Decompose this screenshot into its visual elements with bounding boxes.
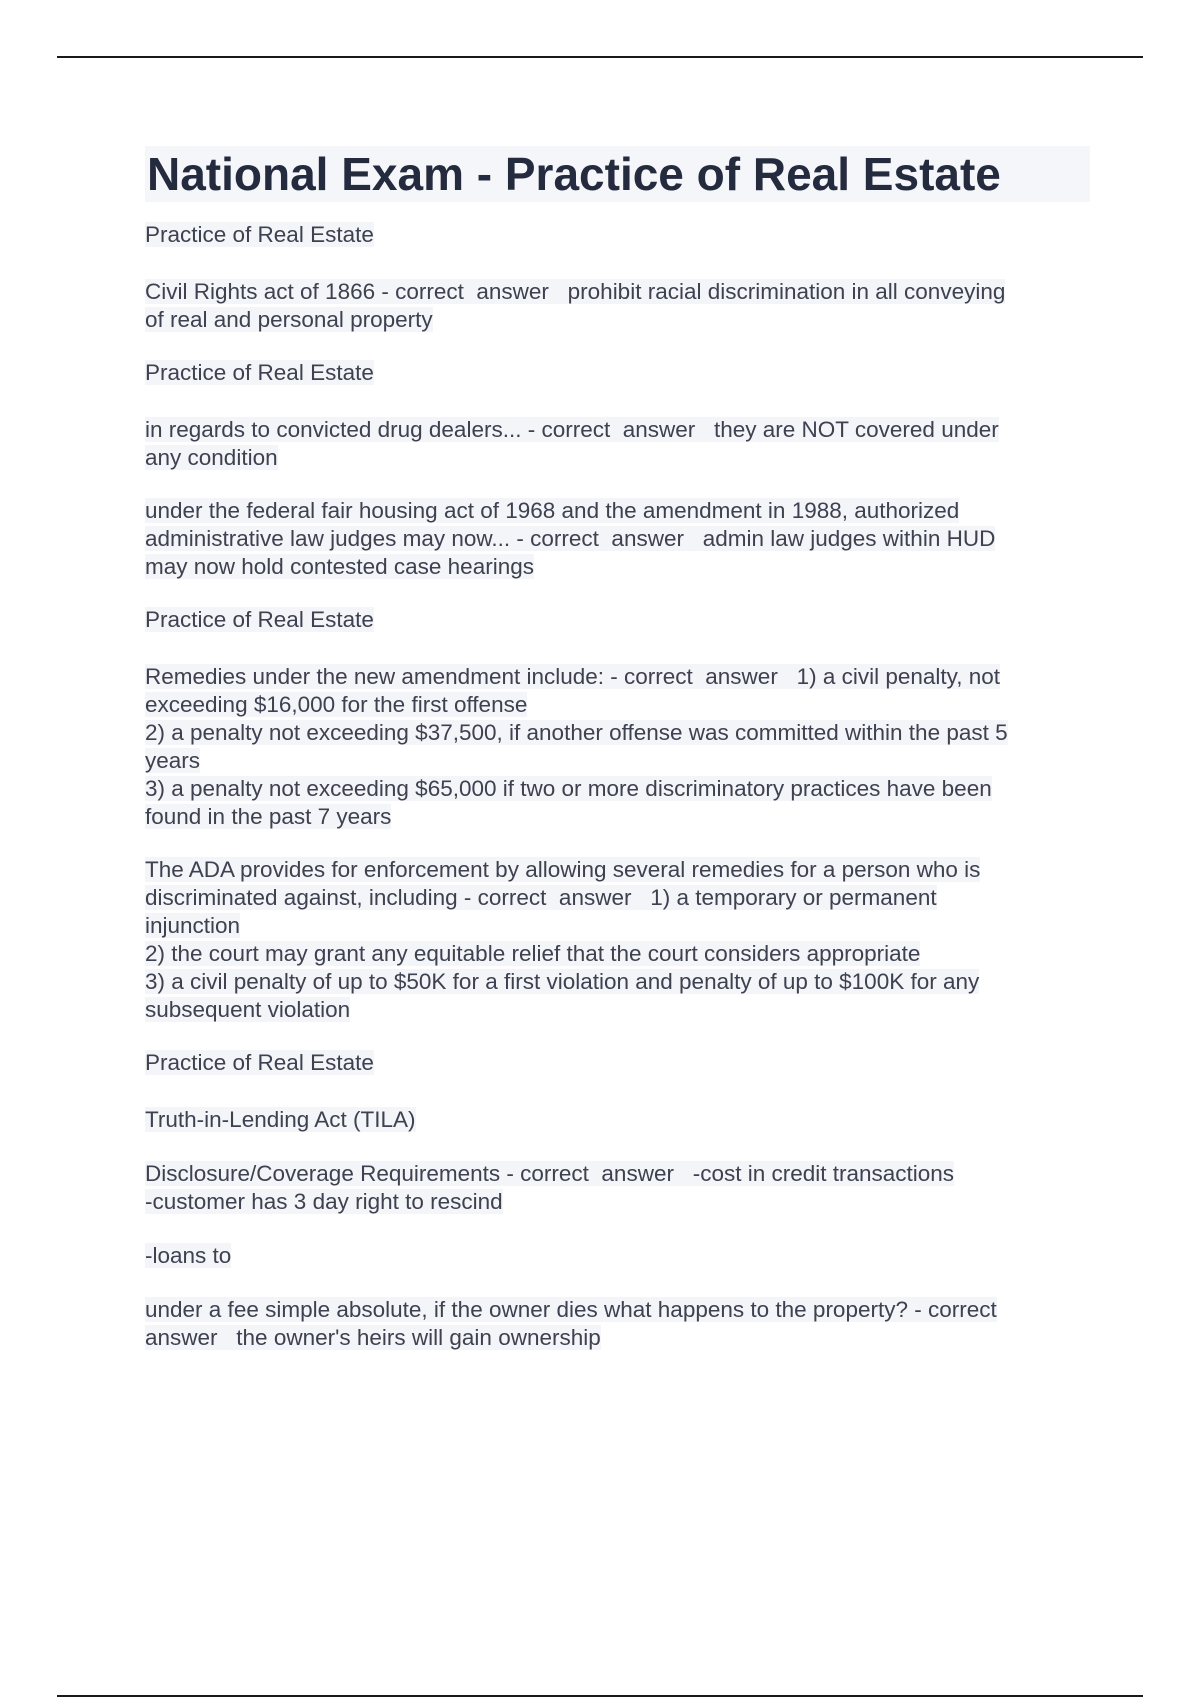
- flashcard-entry: under the federal fair housing act of 1968 and the amendment in 1988, authorized administrative law judges may now... - correct answer admin law judges within HUD may now hold contested case hearings: [145, 498, 996, 579]
- flashcard-entry: Civil Rights act of 1866 - correct answer prohibit racial discrimination in all conveying of real and personal property: [145, 279, 1006, 332]
- bottom-rule: [57, 1695, 1143, 1697]
- document-body: [145, 146, 1090, 1352]
- document-title: National Exam - Practice of Real Estate: [145, 146, 1090, 202]
- flashcard-entry: under a fee simple absolute, if the owner dies what happens to the property? - correct answer the owner's heirs will gain ownership: [145, 1297, 997, 1350]
- section-heading: Practice of Real Estate: [145, 222, 374, 247]
- flashcard-entry: Remedies under the new amendment include: - correct answer 1) a civil penalty, not exceeding $16,000 for the first offense 2) a penalty not exceeding $37,500, if another offense was committed within the past 5 years 3) a penalty not exceeding $65,000 if two or more discriminatory practices have been found in the past 7 years: [145, 664, 1008, 829]
- section-heading: Practice of Real Estate: [145, 1050, 374, 1075]
- section-heading: Practice of Real Estate: [145, 360, 374, 385]
- flashcard-entry: The ADA provides for enforcement by allowing several remedies for a person who is discriminated against, including - correct answer 1) a temporary or permanent injunction 2) the court may grant any equitable relief that the court considers appropriate 3) a civil penalty of up to $50K for a first violation and penalty of up to $100K for any subsequent violation: [145, 857, 981, 1022]
- flashcard-entry: in regards to convicted drug dealers... - correct answer they are NOT covered under any condition: [145, 417, 999, 470]
- flashcard-entry: -loans to: [145, 1243, 232, 1268]
- top-rule: [57, 56, 1143, 58]
- flashcard-entry: Disclosure/Coverage Requirements - correct answer -cost in credit transactions -customer has 3 day right to rescind: [145, 1161, 955, 1214]
- section-heading: Practice of Real Estate: [145, 607, 374, 632]
- section-subheading: Truth-in-Lending Act (TILA): [145, 1107, 416, 1132]
